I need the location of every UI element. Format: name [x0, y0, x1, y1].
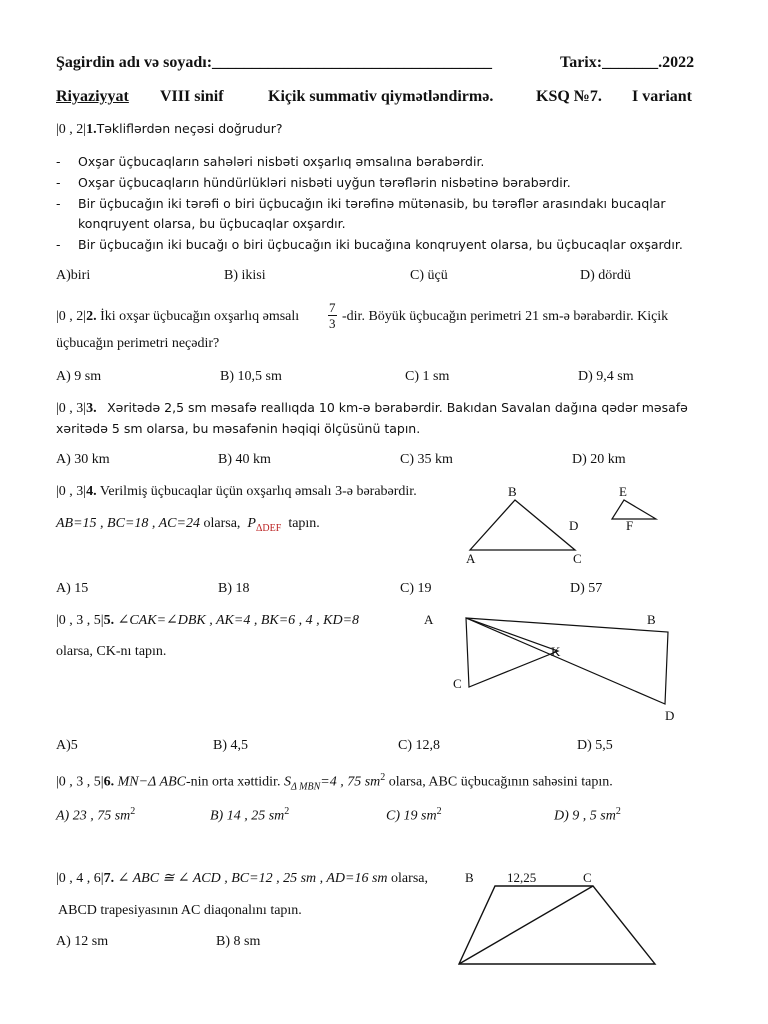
side-bc-length: 12,25	[507, 870, 537, 885]
q3-option-c[interactable]: C) 35 km	[400, 452, 453, 467]
q1-option-d[interactable]: D) dördü	[580, 268, 631, 283]
q2-text-cont: -dir. Böyük üçbucağın perimetri 21 sm-ə bərabərdir. Kiçik	[342, 309, 669, 324]
date-field[interactable]: Tarix:_______.2022	[560, 54, 695, 71]
student-name-label: Şagirdin adı və soyadı:___________________________________	[56, 54, 493, 71]
vertex-a: A	[424, 612, 434, 627]
q2-option-b[interactable]: B) 10,5 sm	[220, 369, 282, 384]
trapezoid-abcd	[459, 886, 655, 964]
q4-option-d[interactable]: D) 57	[570, 581, 603, 596]
q2-fraction	[328, 300, 337, 331]
q7-score: |0 , 4 , 6|	[56, 871, 104, 886]
q6-heading: |0 , 3 , 5|6. MN−Δ ABC-nin orta xəttidir. $S_{\Delta MBN}=4$ , 75 $sm^2$ olarsa, ABC üçbucağının sahəsini tapın.	[56, 772, 613, 793]
q1-statement-4: Bir üçbucağın iki bucağı o biri üçbucağın iki bucağına konqruyent olarsa, bu üçbucaqlar oxşardır.	[78, 237, 683, 252]
diagonal-ac	[459, 886, 593, 964]
vertex-d: D	[569, 518, 579, 533]
q6-formula-b: =4 , 75 sm	[320, 774, 381, 790]
q1-heading: |0 , 2|1.Təkliflərdən neçəsi doğrudur?	[56, 121, 283, 137]
q7-heading: |0 , 4 , 6|7. ∠ ABC ≅ ∠ ACD , BC=12 , 25 sm , AD=16 sm olarsa,	[56, 871, 428, 886]
q5-option-d[interactable]: D) 5,5	[577, 738, 613, 753]
q7-text-line2: ABCD trapesiyasının AC diaqonalını tapın.	[58, 903, 302, 918]
q5-heading: |0 , 3 , 5|5. ∠CAK=∠DBK , AK=4 , BK=6 , 4 , KD=8	[56, 613, 360, 628]
q4-option-a[interactable]: A) 15	[56, 581, 89, 596]
q2-fraction-denominator: 3	[329, 316, 336, 331]
q5-score: |0 , 3 , 5|	[56, 613, 104, 628]
vertex-k: K	[551, 644, 561, 659]
q1-bullet: -	[56, 154, 61, 169]
q4-option-c[interactable]: C) 19	[400, 581, 432, 596]
vertex-b: B	[465, 870, 474, 885]
triangle-bkd	[466, 618, 668, 704]
q1-score: |0 , 2|	[56, 122, 87, 137]
q6-option-d[interactable]: D) 9 , 5 $sm^2$	[554, 806, 621, 824]
q4-formula-line: AB=15 , BC=18 , AC=24 olarsa, $P_{\Delta DEF}$ tapın.	[56, 516, 320, 534]
q6-area-sub: Δ MBN	[290, 781, 321, 793]
q4-heading: |0 , 3|4. Verilmiş üçbucaqlar üçün oxşarlıq əmsalı 3-ə bərabərdir.	[56, 484, 417, 499]
q1-bullet: -	[56, 237, 61, 252]
q4-option-b[interactable]: B) 18	[218, 581, 250, 596]
q7-trapezoid-figure	[455, 866, 685, 966]
q6-area-symbol: S	[283, 774, 291, 790]
q5-option-b[interactable]: B) 4,5	[213, 738, 248, 753]
q3-score: |0 , 3|	[56, 401, 87, 416]
variant-label: I variant	[632, 88, 692, 105]
q1-statement-3-cont: konqruyent olarsa, bu üçbucaqlar oxşardır.	[78, 216, 346, 231]
q1-bullet: -	[56, 175, 61, 190]
q2-score: |0 , 2|	[56, 309, 87, 324]
q2-option-a[interactable]: A) 9 sm	[56, 369, 102, 384]
q2-fraction-numerator: 7	[329, 300, 336, 315]
q4-score: |0 , 3|	[56, 484, 87, 499]
q6-option-b[interactable]: B) 14 , 25 $sm^2$	[210, 806, 290, 824]
q6-option-a[interactable]: A) 23 , 75 $sm^2$	[56, 806, 136, 824]
triangle-akc	[466, 618, 558, 687]
vertex-b: B	[647, 612, 656, 627]
grade-label: VIII sinif	[160, 88, 224, 105]
q3-option-a[interactable]: A) 30 km	[56, 452, 110, 467]
q6-formula-a: MN−Δ ABC	[117, 774, 186, 790]
q1-bullet: -	[56, 196, 61, 211]
vertex-a: A	[466, 551, 476, 566]
q1-option-a[interactable]: A)biri	[56, 268, 91, 283]
student-name-blank[interactable]: ___________________________________	[212, 54, 493, 71]
q1-statement-1: Oxşar üçbucaqların sahələri nisbəti oxşarlıq əmsalına bərabərdir.	[78, 154, 485, 169]
vertex-c: C	[453, 676, 462, 691]
vertex-b: B	[508, 484, 517, 499]
q5-option-a[interactable]: A)5	[56, 738, 78, 753]
q6-option-c[interactable]: C) 19 $sm^2$	[386, 806, 442, 824]
subject-name: Riyaziyyat	[56, 88, 129, 105]
triangle-abc	[470, 500, 575, 550]
q2-heading: |0 , 2|2. İki oxşar üçbucağın oxşarlıq əmsalı	[56, 309, 300, 324]
vertex-f: F	[626, 518, 634, 533]
q1-statement-2: Oxşar üçbucaqların hündürlükləri nisbəti uyğun tərəflərin nisbətinə bərabərdir.	[78, 175, 571, 190]
q1-statement-3: Bir üçbucağın iki tərəfi o biri üçbucağın iki tərəfinə mütənasib, bu tərəflər arasındakı bucaqlar	[78, 196, 666, 211]
q6-score: |0 , 3 , 5|	[56, 774, 104, 790]
q7-option-a[interactable]: A) 12 sm	[56, 934, 109, 949]
q3-option-d[interactable]: D) 20 km	[572, 452, 626, 467]
vertex-e: E	[619, 484, 627, 499]
triangle-def	[612, 500, 656, 519]
q5-text-line2: olarsa, CK-nı tapın.	[56, 644, 167, 659]
vertex-c: C	[583, 870, 592, 885]
q4-triangles-figure	[455, 478, 670, 570]
q2-option-c[interactable]: C) 1 sm	[405, 369, 450, 384]
vertex-d: D	[665, 708, 675, 723]
q1-option-b[interactable]: B) ikisi	[224, 268, 266, 283]
assessment-title: Kiçik summativ qiymətləndirmə.	[268, 88, 494, 105]
q4-perimeter-symbol: P	[247, 516, 256, 531]
q7-formula: ∠ ABC ≅ ∠ ACD , BC=12 , 25 sm , AD=16 sm	[117, 871, 388, 886]
q4-perimeter-sub: ΔDEF	[255, 522, 282, 534]
q3-option-b[interactable]: B) 40 km	[218, 452, 271, 467]
q2-text-line2: üçbucağın perimetri neçədir?	[56, 336, 220, 351]
q1-option-c[interactable]: C) üçü	[410, 268, 448, 283]
q5-option-c[interactable]: C) 12,8	[398, 738, 440, 753]
q2-option-d[interactable]: D) 9,4 sm	[578, 369, 634, 384]
q3-text-line2: xəritədə 5 sm olarsa, bu məsafənin həqiqi ölçüsünü tapın.	[56, 421, 421, 436]
vertex-c: C	[573, 551, 582, 566]
q5-formula: ∠CAK=∠DBK , AK=4 , BK=6 , 4 , KD=8	[117, 613, 360, 628]
q3-heading: |0 , 3|3. Xəritədə 2,5 sm məsafə reallıqda 10 km-ə bərabərdir. Bakıdan Savalan dağına qədər məsafə	[56, 400, 688, 416]
q5-bowtie-figure	[418, 608, 688, 724]
subject-title	[56, 88, 129, 106]
q4-formula: AB=15 , BC=18 , AC=24	[56, 516, 200, 531]
q7-option-b[interactable]: B) 8 sm	[216, 934, 261, 949]
assessment-code: KSQ №7.	[536, 88, 602, 105]
